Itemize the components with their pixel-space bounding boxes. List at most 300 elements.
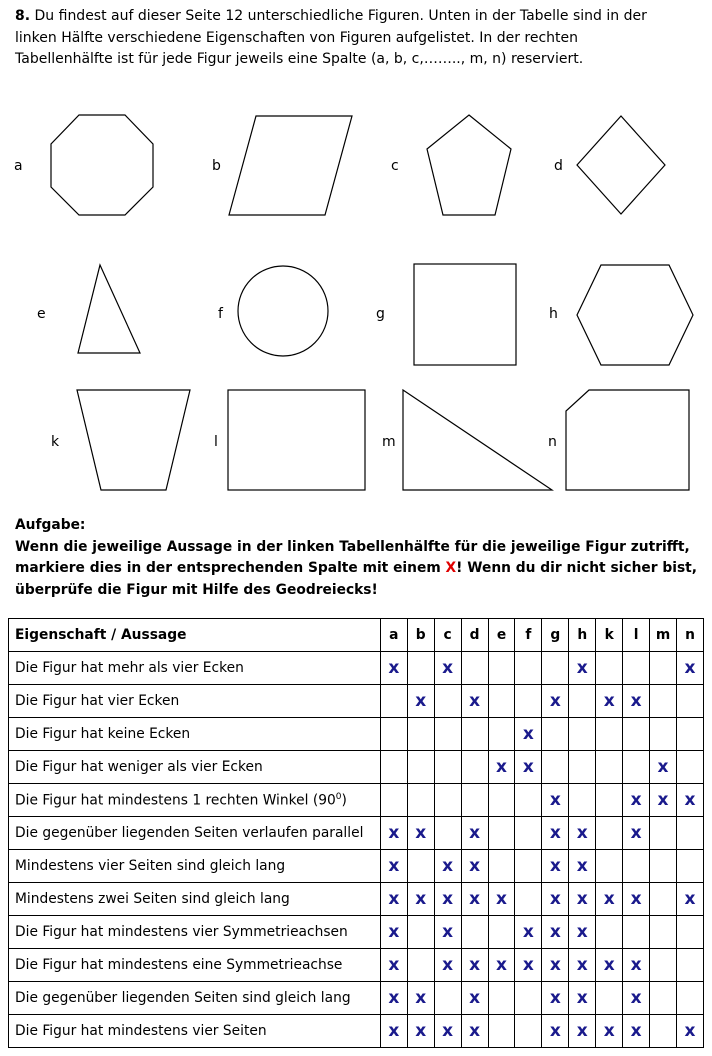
x-mark: x — [442, 955, 454, 975]
mark-cell-h[interactable] — [569, 817, 596, 850]
x-mark: x — [549, 955, 561, 975]
x-mark: x — [603, 955, 615, 975]
mark-cell-e[interactable] — [488, 916, 515, 949]
statement-text: Die Figur hat weniger als vier Ecken — [15, 759, 263, 775]
figure-label-d: d — [554, 158, 563, 174]
header-col-f: f — [515, 619, 542, 652]
mark-cell-n[interactable] — [677, 982, 704, 1015]
mark-cell-b[interactable] — [407, 850, 434, 883]
mark-cell-l[interactable] — [623, 718, 650, 751]
mark-cell-m[interactable] — [650, 718, 677, 751]
mark-cell-h[interactable] — [569, 751, 596, 784]
header-col-m: m — [650, 619, 677, 652]
figure-f-circle — [238, 266, 328, 356]
x-mark: x — [522, 757, 534, 777]
statement-cell — [9, 949, 381, 982]
mark-cell-m[interactable] — [650, 949, 677, 982]
mark-cell-a[interactable] — [380, 1015, 407, 1048]
figure-label-n: n — [548, 434, 557, 450]
mark-cell-k[interactable] — [596, 751, 623, 784]
mark-cell-d[interactable] — [461, 718, 488, 751]
x-mark: x — [549, 691, 561, 711]
mark-cell-h[interactable] — [569, 1015, 596, 1048]
figure-n-pentagon — [566, 390, 689, 490]
x-mark: x — [630, 988, 642, 1008]
mark-cell-b[interactable] — [407, 718, 434, 751]
figure-label-e: e — [37, 306, 46, 322]
figure-a-octagon — [51, 115, 153, 215]
x-mark: x — [549, 790, 561, 810]
mark-cell-m[interactable] — [650, 916, 677, 949]
x-mark: x — [549, 889, 561, 909]
statement-cell — [9, 916, 381, 949]
x-mark: x — [388, 658, 400, 678]
mark-cell-l[interactable] — [623, 1015, 650, 1048]
table-row — [9, 751, 704, 784]
mark-cell-b[interactable] — [407, 883, 434, 916]
x-mark: x — [415, 889, 427, 909]
mark-cell-c[interactable] — [434, 784, 461, 817]
task-line-3: überprüfe die Figur mit Hilfe des Geodreiecks! — [15, 581, 378, 598]
mark-cell-e[interactable] — [488, 817, 515, 850]
x-mark: x — [549, 1021, 561, 1041]
figure-c-pentagon — [427, 115, 511, 215]
mark-cell-e[interactable] — [488, 751, 515, 784]
mark-cell-h[interactable] — [569, 652, 596, 685]
x-mark: x — [496, 889, 507, 909]
mark-cell-g[interactable] — [542, 883, 569, 916]
x-mark: x — [388, 955, 400, 975]
x-mark: x — [684, 889, 696, 909]
x-mark: x — [576, 1021, 588, 1041]
figure-b-parallelogram — [229, 116, 352, 215]
mark-cell-e[interactable] — [488, 784, 515, 817]
mark-cell-f[interactable] — [515, 883, 542, 916]
x-mark: x — [549, 823, 561, 843]
mark-cell-m[interactable] — [650, 883, 677, 916]
x-mark: x — [522, 724, 534, 744]
mark-cell-l[interactable] — [623, 652, 650, 685]
mark-cell-h[interactable] — [569, 850, 596, 883]
statement-end: ) — [341, 792, 347, 809]
x-mark: x — [657, 757, 669, 777]
mark-cell-h[interactable] — [569, 982, 596, 1015]
mark-cell-l[interactable] — [623, 850, 650, 883]
mark-cell-n[interactable] — [677, 817, 704, 850]
task-line-1: Wenn die jeweilige Aussage in der linken Tabellenhälfte für die jeweilige Figur zutrifft, — [15, 538, 690, 555]
mark-cell-a[interactable] — [380, 751, 407, 784]
mark-cell-b[interactable] — [407, 751, 434, 784]
mark-cell-k[interactable] — [596, 949, 623, 982]
x-mark: x — [549, 922, 561, 942]
mark-cell-b[interactable] — [407, 1015, 434, 1048]
mark-cell-d[interactable] — [461, 982, 488, 1015]
header-col-l: l — [623, 619, 650, 652]
mark-cell-k[interactable] — [596, 850, 623, 883]
x-mark: x — [684, 1021, 696, 1041]
statement-cell — [9, 685, 381, 718]
properties-table — [8, 618, 704, 1048]
x-mark: x — [388, 988, 400, 1008]
figure-label-c: c — [391, 158, 399, 174]
mark-cell-f[interactable] — [515, 817, 542, 850]
mark-cell-b[interactable] — [407, 982, 434, 1015]
mark-cell-h[interactable] — [569, 784, 596, 817]
mark-cell-d[interactable] — [461, 916, 488, 949]
mark-cell-c[interactable] — [434, 718, 461, 751]
task-heading: Aufgabe: — [15, 517, 86, 533]
x-mark: x — [469, 889, 481, 909]
statement-text: Die Figur hat mindestens vier Symmetrieachsen — [15, 924, 348, 940]
mark-cell-n[interactable] — [677, 718, 704, 751]
x-mark: x — [630, 691, 642, 711]
mark-cell-l[interactable] — [623, 817, 650, 850]
mark-cell-g[interactable] — [542, 685, 569, 718]
x-mark: x — [442, 856, 454, 876]
header-col-n: n — [677, 619, 704, 652]
mark-cell-g[interactable] — [542, 718, 569, 751]
mark-cell-g[interactable] — [542, 817, 569, 850]
mark-cell-a[interactable] — [380, 916, 407, 949]
mark-cell-e[interactable] — [488, 685, 515, 718]
mark-cell-l[interactable] — [623, 949, 650, 982]
mark-cell-k[interactable] — [596, 685, 623, 718]
mark-cell-f[interactable] — [515, 916, 542, 949]
mark-cell-n[interactable] — [677, 751, 704, 784]
degree-superscript: 0 — [335, 791, 342, 802]
mark-cell-n[interactable] — [677, 916, 704, 949]
mark-cell-l[interactable] — [623, 916, 650, 949]
x-mark: x — [415, 691, 427, 711]
statement-cell — [9, 883, 381, 916]
figure-h-hexagon — [577, 265, 693, 365]
mark-cell-c[interactable] — [434, 685, 461, 718]
mark-cell-f[interactable] — [515, 685, 542, 718]
statement-text: Die Figur hat mehr als vier Ecken — [15, 660, 244, 676]
statement-text: Die gegenüber liegenden Seiten sind gleich lang — [15, 990, 351, 1006]
mark-cell-a[interactable] — [380, 949, 407, 982]
header-col-h: h — [569, 619, 596, 652]
x-mark: x — [576, 856, 588, 876]
mark-cell-c[interactable] — [434, 883, 461, 916]
x-mark: x — [522, 955, 534, 975]
mark-cell-d[interactable] — [461, 652, 488, 685]
statement-text: Die gegenüber liegenden Seiten verlaufen parallel — [15, 825, 364, 841]
mark-cell-d[interactable] — [461, 949, 488, 982]
mark-cell-d[interactable] — [461, 883, 488, 916]
mark-cell-k[interactable] — [596, 718, 623, 751]
x-mark: x — [388, 1021, 400, 1041]
table-row — [9, 817, 704, 850]
mark-cell-l[interactable] — [623, 685, 650, 718]
x-mark: x — [442, 889, 454, 909]
x-mark: x — [469, 691, 481, 711]
statement-cell — [9, 751, 381, 784]
mark-cell-g[interactable] — [542, 850, 569, 883]
x-mark: x — [469, 955, 481, 975]
x-mark: x — [415, 823, 427, 843]
mark-cell-c[interactable] — [434, 652, 461, 685]
mark-cell-b[interactable] — [407, 685, 434, 718]
mark-cell-a[interactable] — [380, 652, 407, 685]
mark-cell-g[interactable] — [542, 1015, 569, 1048]
mark-cell-h[interactable] — [569, 883, 596, 916]
statement-text: Mindestens vier Seiten sind gleich lang — [15, 858, 286, 874]
x-mark: x — [549, 856, 561, 876]
x-mark: x — [684, 658, 696, 678]
mark-cell-c[interactable] — [434, 949, 461, 982]
red-x-mark: X — [445, 560, 457, 576]
mark-cell-h[interactable] — [569, 718, 596, 751]
x-mark: x — [442, 1021, 454, 1041]
x-mark: x — [496, 955, 507, 975]
figure-label-g: g — [376, 306, 385, 322]
header-col-k: k — [596, 619, 623, 652]
x-mark: x — [576, 889, 588, 909]
figure-e-triangle — [78, 265, 140, 353]
task-line-2 — [15, 558, 705, 580]
figure-label-b: b — [212, 158, 221, 174]
mark-cell-g[interactable] — [542, 751, 569, 784]
table-row — [9, 685, 704, 718]
figure-g-square — [414, 264, 516, 365]
mark-cell-n[interactable] — [677, 949, 704, 982]
mark-cell-m[interactable] — [650, 751, 677, 784]
header-col-e: e — [488, 619, 515, 652]
x-mark: x — [496, 757, 507, 777]
x-mark: x — [415, 1021, 427, 1041]
x-mark: x — [388, 889, 400, 909]
figure-label-k: k — [51, 434, 60, 450]
mark-cell-n[interactable] — [677, 850, 704, 883]
table-row — [9, 718, 704, 751]
figure-l-rectangle — [228, 390, 365, 490]
table-row — [9, 949, 704, 982]
mark-cell-d[interactable] — [461, 817, 488, 850]
mark-cell-g[interactable] — [542, 784, 569, 817]
header-col-g: g — [542, 619, 569, 652]
table-row — [9, 784, 704, 817]
table-header-row — [9, 619, 704, 652]
mark-cell-a[interactable] — [380, 784, 407, 817]
mark-cell-d[interactable] — [461, 751, 488, 784]
x-mark: x — [469, 856, 481, 876]
x-mark: x — [388, 922, 400, 942]
mark-cell-m[interactable] — [650, 817, 677, 850]
header-col-d: d — [461, 619, 488, 652]
mark-cell-k[interactable] — [596, 652, 623, 685]
mark-cell-f[interactable] — [515, 850, 542, 883]
x-mark: x — [630, 823, 642, 843]
table-row — [9, 652, 704, 685]
mark-cell-h[interactable] — [569, 916, 596, 949]
x-mark: x — [415, 988, 427, 1008]
mark-cell-n[interactable] — [677, 685, 704, 718]
mark-cell-c[interactable] — [434, 751, 461, 784]
mark-cell-f[interactable] — [515, 982, 542, 1015]
statement-text: Die Figur hat vier Ecken — [15, 693, 180, 709]
x-mark: x — [576, 823, 588, 843]
mark-cell-c[interactable] — [434, 982, 461, 1015]
table-body — [9, 652, 704, 1048]
figure-labels — [14, 158, 563, 450]
mark-cell-b[interactable] — [407, 949, 434, 982]
x-mark: x — [442, 658, 454, 678]
task-line-2-a: markiere dies in der entsprechenden Spalte mit einem — [15, 560, 446, 576]
mark-cell-d[interactable] — [461, 784, 488, 817]
mark-cell-m[interactable] — [650, 850, 677, 883]
mark-cell-m[interactable] — [650, 652, 677, 685]
mark-cell-d[interactable] — [461, 1015, 488, 1048]
mark-cell-d[interactable] — [461, 850, 488, 883]
x-mark: x — [469, 988, 481, 1008]
mark-cell-m[interactable] — [650, 1015, 677, 1048]
mark-cell-a[interactable] — [380, 718, 407, 751]
x-mark: x — [630, 955, 642, 975]
mark-cell-k[interactable] — [596, 1015, 623, 1048]
mark-cell-b[interactable] — [407, 817, 434, 850]
mark-cell-f[interactable] — [515, 652, 542, 685]
x-mark: x — [684, 790, 696, 810]
mark-cell-g[interactable] — [542, 916, 569, 949]
mark-cell-a[interactable] — [380, 850, 407, 883]
mark-cell-h[interactable] — [569, 949, 596, 982]
figure-label-h: h — [549, 306, 558, 322]
intro-line-3: Tabellenhälfte ist für jede Figur jeweils eine Spalte (a, b, c,…….., m, n) reserviert. — [15, 51, 584, 67]
mark-cell-n[interactable] — [677, 652, 704, 685]
table-row — [9, 1015, 704, 1048]
mark-cell-a[interactable] — [380, 685, 407, 718]
x-mark: x — [576, 658, 588, 678]
statement-cell — [9, 1015, 381, 1048]
mark-cell-k[interactable] — [596, 817, 623, 850]
mark-cell-a[interactable] — [380, 982, 407, 1015]
mark-cell-n[interactable] — [677, 883, 704, 916]
x-mark: x — [657, 790, 669, 810]
x-mark: x — [442, 922, 454, 942]
x-mark: x — [630, 1021, 642, 1041]
statement-text: Die Figur hat mindestens eine Symmetrieachse — [15, 957, 343, 973]
figure-k-trapezoid — [77, 390, 190, 490]
mark-cell-k[interactable] — [596, 916, 623, 949]
x-mark: x — [630, 889, 642, 909]
header-col-a: a — [380, 619, 407, 652]
x-mark: x — [388, 823, 400, 843]
statement-text: Die Figur hat mindestens 1 rechten Winkel (90 — [15, 792, 336, 809]
mark-cell-c[interactable] — [434, 1015, 461, 1048]
mark-cell-d[interactable] — [461, 685, 488, 718]
mark-cell-f[interactable] — [515, 718, 542, 751]
mark-cell-e[interactable] — [488, 982, 515, 1015]
figure-label-a: a — [14, 158, 23, 174]
x-mark: x — [576, 955, 588, 975]
mark-cell-g[interactable] — [542, 982, 569, 1015]
mark-cell-a[interactable] — [380, 883, 407, 916]
x-mark: x — [469, 823, 481, 843]
mark-cell-e[interactable] — [488, 1015, 515, 1048]
table-row — [9, 883, 704, 916]
x-mark: x — [603, 889, 615, 909]
mark-cell-f[interactable] — [515, 751, 542, 784]
x-mark: x — [388, 856, 400, 876]
mark-cell-l[interactable] — [623, 982, 650, 1015]
statement-cell — [9, 817, 381, 850]
figure-label-m: m — [382, 434, 396, 450]
header-statement: Eigenschaft / Aussage — [9, 619, 381, 652]
task-line-2-b: ! Wenn du dir nicht sicher bist, — [456, 560, 698, 576]
mark-cell-g[interactable] — [542, 652, 569, 685]
figure-d-rhombus — [577, 116, 665, 214]
intro-line-2: linken Hälfte verschiedene Eigenschaften von Figuren aufgelistet. In der rechten — [15, 29, 579, 46]
mark-cell-l[interactable] — [623, 751, 650, 784]
mark-cell-l[interactable] — [623, 883, 650, 916]
mark-cell-e[interactable] — [488, 883, 515, 916]
mark-cell-n[interactable] — [677, 784, 704, 817]
table-row — [9, 850, 704, 883]
x-mark: x — [630, 790, 642, 810]
statement-cell — [9, 718, 381, 751]
mark-cell-f[interactable] — [515, 1015, 542, 1048]
mark-cell-g[interactable] — [542, 949, 569, 982]
x-mark: x — [603, 691, 615, 711]
intro-line-1-text: Du findest auf dieser Seite 12 unterschiedliche Figuren. Unten in der Tabelle sind in der — [34, 8, 647, 24]
table-row — [9, 982, 704, 1015]
mark-cell-k[interactable] — [596, 784, 623, 817]
mark-cell-a[interactable] — [380, 817, 407, 850]
mark-cell-h[interactable] — [569, 685, 596, 718]
mark-cell-b[interactable] — [407, 652, 434, 685]
mark-cell-l[interactable] — [623, 784, 650, 817]
statement-cell — [9, 982, 381, 1015]
x-mark: x — [522, 922, 534, 942]
table-row — [9, 916, 704, 949]
mark-cell-m[interactable] — [650, 784, 677, 817]
x-mark: x — [549, 988, 561, 1008]
figure-m-right-triangle — [403, 390, 552, 490]
mark-cell-k[interactable] — [596, 982, 623, 1015]
mark-cell-e[interactable] — [488, 652, 515, 685]
mark-cell-m[interactable] — [650, 982, 677, 1015]
mark-cell-e[interactable] — [488, 850, 515, 883]
statement-text: Die Figur hat mindestens vier Seiten — [15, 1023, 267, 1039]
mark-cell-f[interactable] — [515, 949, 542, 982]
task-text — [15, 515, 705, 601]
mark-cell-k[interactable] — [596, 883, 623, 916]
figure-label-f: f — [218, 306, 223, 322]
mark-cell-c[interactable] — [434, 916, 461, 949]
x-mark: x — [469, 1021, 481, 1041]
statement-text: Die Figur hat keine Ecken — [15, 726, 191, 742]
statement-text: Mindestens zwei Seiten sind gleich lang — [15, 891, 290, 907]
x-mark: x — [576, 988, 588, 1008]
header-col-b: b — [407, 619, 434, 652]
mark-cell-m[interactable] — [650, 685, 677, 718]
statement-cell — [9, 652, 381, 685]
mark-cell-c[interactable] — [434, 850, 461, 883]
mark-cell-f[interactable] — [515, 784, 542, 817]
mark-cell-e[interactable] — [488, 949, 515, 982]
figure-label-l: l — [214, 434, 218, 450]
mark-cell-c[interactable] — [434, 817, 461, 850]
mark-cell-b[interactable] — [407, 916, 434, 949]
mark-cell-n[interactable] — [677, 1015, 704, 1048]
statement-cell — [9, 850, 381, 883]
mark-cell-e[interactable] — [488, 718, 515, 751]
exercise-number: 8. — [15, 8, 31, 24]
mark-cell-b[interactable] — [407, 784, 434, 817]
x-mark: x — [603, 1021, 615, 1041]
statement-cell — [9, 784, 381, 817]
